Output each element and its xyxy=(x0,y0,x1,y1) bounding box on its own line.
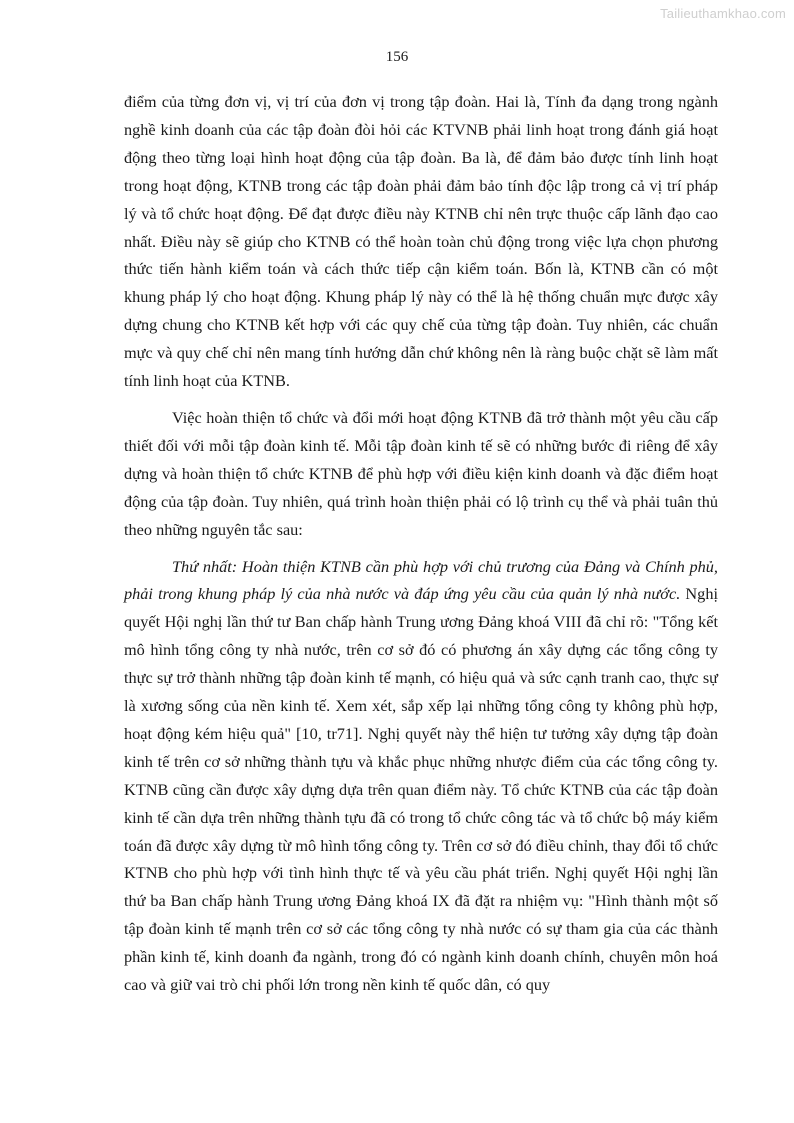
page-number: 156 xyxy=(385,49,409,65)
principle-one-heading: Thứ nhất: Hoàn thiện KTNB cần phù hợp với chủ trương của Đảng và Chính phủ, phải trong khung pháp lý của nhà nước và đáp ứng yêu cầu của quản lý nhà nước. xyxy=(124,556,718,604)
document-body xyxy=(124,88,718,999)
watermark-text: Tailieuthamkhao.com xyxy=(660,6,786,21)
paragraph-principle-one xyxy=(124,553,718,1000)
paragraph-requirements: Việc hoàn thiện tổ chức và đổi mới hoạt động KTNB đã trở thành một yêu cầu cấp thiết đối với mỗi tập đoàn kinh tế. Mỗi tập đoàn kinh tế sẽ có những bước đi riêng để xây dựng và hoàn thiện tổ chức KTNB để phù hợp với điều kiện kinh doanh và đặc điểm hoạt động của tập đoàn. Tuy nhiên, quá trình hoàn thiện phải có lộ trình cụ thể và phải tuân thủ theo những nguyên tắc sau: xyxy=(124,407,718,539)
principle-one-body: Nghị quyết Hội nghị lần thứ tư Ban chấp hành Trung ương Đảng khoá VIII đã chỉ rõ: "Tổng kết mô hình tổng công ty nhà nước, trên cơ sở đó có phương án xây dựng các tổng công ty thực sự trở thành những tập đoàn kinh tế mạnh, có hiệu quả và sức cạnh tranh cao, thực sự là xương sống của nền kinh tế. Xem xét, sắp xếp lại những tổng công ty không phù hợp, hoạt động kém hiệu quả" [10, tr71]. Nghị quyết này thể hiện tư tưởng xây dựng tập đoàn kinh tế trên cơ sở những thành tựu và khắc phục những nhược điểm của các tổng công ty. KTNB cũng cần được xây dựng dựa trên quan điểm này. Tổ chức KTNB của các tập đoàn kinh tế cần dựa trên những thành tựu đã có trong tổ chức công tác và tổ chức bộ máy kiểm toán đã được xây dựng từ mô hình tổng công ty. Trên cơ sở đó điều chỉnh, thay đổi tổ chức KTNB cho phù hợp với tình hình thực tế và yêu cầu phát triển. Nghị quyết Hội nghị lần thứ ba Ban chấp hành Trung ương Đảng khoá IX đã đặt ra nhiệm vụ: "Hình thành một số tập đoàn kinh tế mạnh trên cơ sở các tổng công ty nhà nước có sự tham gia của các thành phần kinh tế, kinh doanh đa ngành, trong đó có ngành kinh doanh chính, chuyên môn hoá cao và giữ vai trò chi phối lớn trong nền kinh tế quốc dân, có quy xyxy=(124,584,718,995)
paragraph-continuation: điểm của từng đơn vị, vị trí của đơn vị trong tập đoàn. Hai là, Tính đa dạng trong ngành nghề kinh doanh của các tập đoàn đòi hỏi các KTVNB phải linh hoạt trong đánh giá hoạt động theo từng loại hình hoạt động của tập đoàn. Ba là, để đảm bảo được tính linh hoạt trong hoạt động, KTNB trong các tập đoàn phải đảm bảo tính độc lập trong cả vị trí pháp lý và tổ chức hoạt động. Để đạt được điều này KTNB chỉ nên trực thuộc cấp lãnh đạo cao nhất. Điều này sẽ giúp cho KTNB có thể hoàn toàn chủ động trong việc lựa chọn phương thức tiến hành kiểm toán và cách thức tiếp cận kiểm toán. Bốn là, KTNB cần có một khung pháp lý cho hoạt động. Khung pháp lý này có thể là hệ thống chuẩn mực được xây dựng chung cho KTNB kết hợp với các quy chế của từng tập đoàn. Tuy nhiên, các chuẩn mực và quy chế chỉ nên mang tính hướng dẫn chứ không nên là ràng buộc chặt sẽ làm mất tính linh hoạt của KTNB. xyxy=(124,92,718,391)
